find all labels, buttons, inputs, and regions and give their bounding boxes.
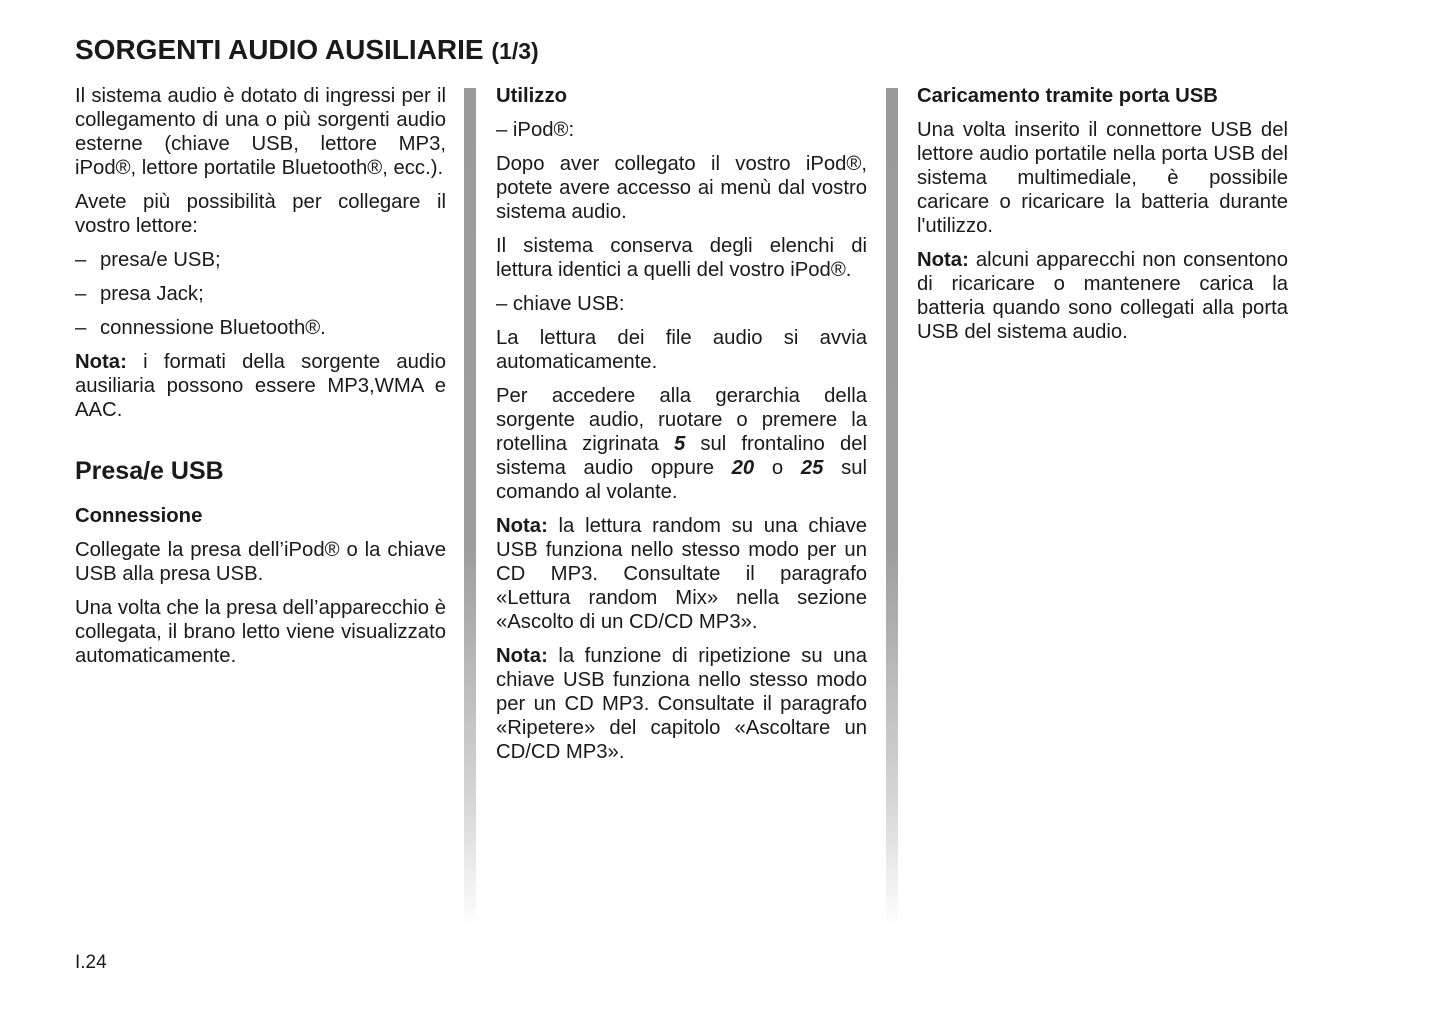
charging-paragraph: Una volta inserito il connettore USB del lettore audio portatile nella porta USB del sistema multimediale, è possibile caricare o ricaricare la batteria durante l'utilizzo.: [917, 119, 1288, 237]
page-number: I.24: [75, 952, 107, 973]
hierarchy-text: Per accedere alla gerarchia della sorgente audio, ruotare o premere la rotellina zigrinata: [496, 385, 867, 455]
intro-paragraph: Il sistema audio è dotato di ingressi per il collegamento di una o più sorgenti audio esterne (chiave USB, lettore MP3, iPod®, lettore portatile Bluetooth®, ecc.).: [75, 85, 446, 179]
connection-options-paragraph: Avete più possibilità per collegare il vostro lettore:: [75, 191, 446, 237]
section-title-usb: Presa/e USB: [75, 457, 224, 485]
subheading-connessione: Connessione: [75, 505, 203, 527]
list-item: [75, 282, 446, 306]
dash-bullet-icon: –: [75, 317, 87, 339]
random-note: [496, 514, 867, 634]
reference-5: 5: [673, 433, 686, 455]
note-label: Nota:: [496, 645, 548, 667]
note-text: alcuni apparecchi non consentono di ricaricare o mantenere carica la batteria quando sono collegati alla porta USB del sistema audio.: [917, 249, 1288, 343]
autoplay-paragraph: La lettura dei file audio si avvia automaticamente.: [496, 327, 867, 373]
dash-bullet-icon: –: [75, 249, 87, 271]
note-label: Nota:: [75, 351, 127, 373]
column-1: [75, 84, 446, 678]
auto-display-paragraph: Una volta che la presa dell’apparecchio è collegata, il brano letto viene visualizzato automaticamente.: [75, 597, 446, 667]
reference-20: 20: [731, 457, 755, 479]
formats-note: [75, 350, 446, 422]
column-2: [496, 84, 867, 774]
column-divider: [464, 88, 476, 928]
list-item-text: connessione Bluetooth®.: [100, 317, 326, 339]
note-text: i formati della sorgente audio ausiliaria possono essere MP3,WMA e AAC.: [75, 351, 446, 421]
list-item: [75, 316, 446, 340]
column-divider: [886, 88, 898, 928]
ipod-menu-paragraph: Dopo aver collegato il vostro iPod®, potete avere accesso ai menù dal vostro sistema audio.: [496, 153, 867, 223]
title-text: SORGENTI AUDIO AUSILIARIE: [75, 34, 484, 65]
note-text: la funzione di ripetizione su una chiave USB funziona nello stesso modo per un CD MP3. Consultate il paragrafo «Ripetere» del capitolo «Ascoltare un CD/CD MP3».: [496, 645, 867, 763]
list-item-text: presa/e USB;: [100, 249, 221, 271]
hierarchy-paragraph: [496, 384, 867, 504]
repeat-note: [496, 644, 867, 764]
title-part-indicator: (1/3): [491, 38, 539, 64]
subheading-usb-charging: Caricamento tramite porta USB: [917, 85, 1218, 107]
note-label: Nota:: [496, 515, 548, 537]
ipod-label: – iPod®:: [496, 119, 575, 141]
charging-note: [917, 248, 1288, 344]
column-3: [917, 84, 1288, 354]
reference-25: 25: [800, 457, 824, 479]
subheading-utilizzo: Utilizzo: [496, 85, 567, 107]
connection-paragraph: Collegate la presa dell’iPod® o la chiave USB alla presa USB.: [75, 539, 446, 585]
playlist-paragraph: Il sistema conserva degli elenchi di lettura identici a quelli del vostro iPod®.: [496, 235, 867, 281]
page-title: [75, 34, 539, 66]
usb-key-label: – chiave USB:: [496, 293, 625, 315]
note-text: la lettura random su una chiave USB funziona nello stesso modo per un CD MP3. Consultate il paragrafo «Lettura random Mix» nella sezione «Ascolto di un CD/CD MP3».: [496, 515, 867, 633]
hierarchy-text: o: [754, 457, 801, 479]
dash-bullet-icon: –: [75, 283, 87, 305]
hierarchy-text: sul frontalino del sistema audio oppure: [496, 433, 868, 479]
list-item: [75, 248, 446, 272]
list-item-text: presa Jack;: [100, 283, 204, 305]
note-label: Nota:: [917, 249, 969, 271]
hierarchy-text: sul comando al volante.: [496, 457, 867, 503]
